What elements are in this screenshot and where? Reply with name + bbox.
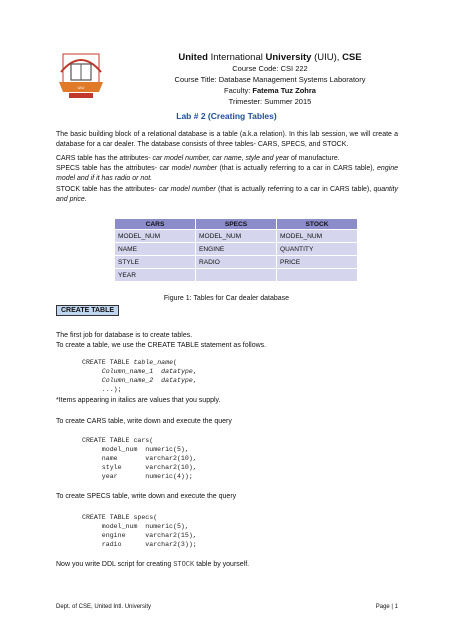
table-cell: RADIO bbox=[196, 256, 277, 269]
course-code: Course Code: CSI 222 bbox=[232, 64, 308, 73]
table-cell: ENGINE bbox=[196, 243, 277, 256]
table-row bbox=[115, 230, 358, 243]
table-row bbox=[115, 256, 358, 269]
table-cell: NAME bbox=[115, 243, 196, 256]
university-name: United International University (UIU), CSE bbox=[178, 52, 362, 63]
intro-paragraph: The basic building block of a relational database is a table (a.k.a relation). In this lab session, we will create a database for a car dealer. The database consists of three tables- CARS, SPECS, and STOCK. bbox=[56, 131, 398, 148]
column-header: STOCK bbox=[277, 219, 358, 230]
table-cell bbox=[196, 269, 277, 282]
table-row bbox=[115, 269, 358, 282]
stock-instruction: Now you write DDL script for creating STOCK table by yourself. bbox=[56, 561, 250, 569]
to-create-text: To create a table, we use the CREATE TABLE statement as follows. bbox=[56, 342, 267, 349]
syntax-block: CREATE TABLE table_name( Column_name_1 datatype, Column_name_2 datatype, ...); bbox=[82, 359, 197, 393]
figure-caption: Figure 1: Tables for Car dealer database bbox=[163, 295, 290, 302]
footer-department: Dept. of CSE, United Intl. University bbox=[56, 604, 152, 610]
table-cell: QUANTITY bbox=[277, 243, 358, 256]
table-cell: MODEL_NUM bbox=[196, 230, 277, 243]
faculty: Faculty: Fatema Tuz Zohra bbox=[224, 86, 316, 95]
document-header bbox=[120, 52, 420, 107]
trimester: Trimester: Summer 2015 bbox=[228, 97, 312, 106]
table-cell: STYLE bbox=[115, 256, 196, 269]
tables-figure bbox=[114, 218, 358, 282]
italics-note: *Items appearing in italics are values that you supply. bbox=[56, 397, 221, 404]
table-header-row bbox=[115, 219, 358, 230]
column-header: SPECS bbox=[196, 219, 277, 230]
uiu-logo bbox=[55, 52, 107, 100]
cars-instruction: To create CARS table, write down and execute the query bbox=[56, 418, 232, 425]
table-cell: PRICE bbox=[277, 256, 358, 269]
page-number: Page | 1 bbox=[375, 604, 398, 610]
specs-code: CREATE TABLE specs( model_num numeric(5), engine varchar2(15), radio varchar2(3)); bbox=[82, 514, 197, 548]
column-header: CARS bbox=[115, 219, 196, 230]
table-cell: MODEL_NUM bbox=[277, 230, 358, 243]
table-cell bbox=[277, 269, 358, 282]
svg-text:UIU: UIU bbox=[77, 85, 85, 90]
page-footer bbox=[56, 604, 398, 610]
table-row bbox=[115, 243, 358, 256]
cars-description: CARS table has the attributes- car model number, car name, style and year of manufacture. bbox=[56, 155, 340, 162]
course-title: Course Title: Database Management Systems Laboratory bbox=[174, 75, 366, 84]
cars-code: CREATE TABLE cars( model_num numeric(5), name varchar2(10), style varchar2(10), year numeric(4)); bbox=[82, 437, 197, 480]
lab-title: Lab # 2 (Creating Tables) bbox=[176, 111, 277, 121]
stock-description: STOCK table has the attributes- car model number (that is actually referring to a car in CARS table), quantity and price. bbox=[56, 186, 398, 203]
table-cell: YEAR bbox=[115, 269, 196, 282]
first-job-text: The first job for database is to create tables. bbox=[56, 332, 193, 339]
specs-instruction: To create SPECS table, write down and execute the query bbox=[56, 493, 237, 500]
table-cell: MODEL_NUM bbox=[115, 230, 196, 243]
specs-description: SPECS table has the attributes- car model number (that is actually referring to a car in CARS table), engine model and if it has radio or not. bbox=[56, 165, 399, 182]
section-badge: CREATE TABLE bbox=[56, 305, 119, 316]
